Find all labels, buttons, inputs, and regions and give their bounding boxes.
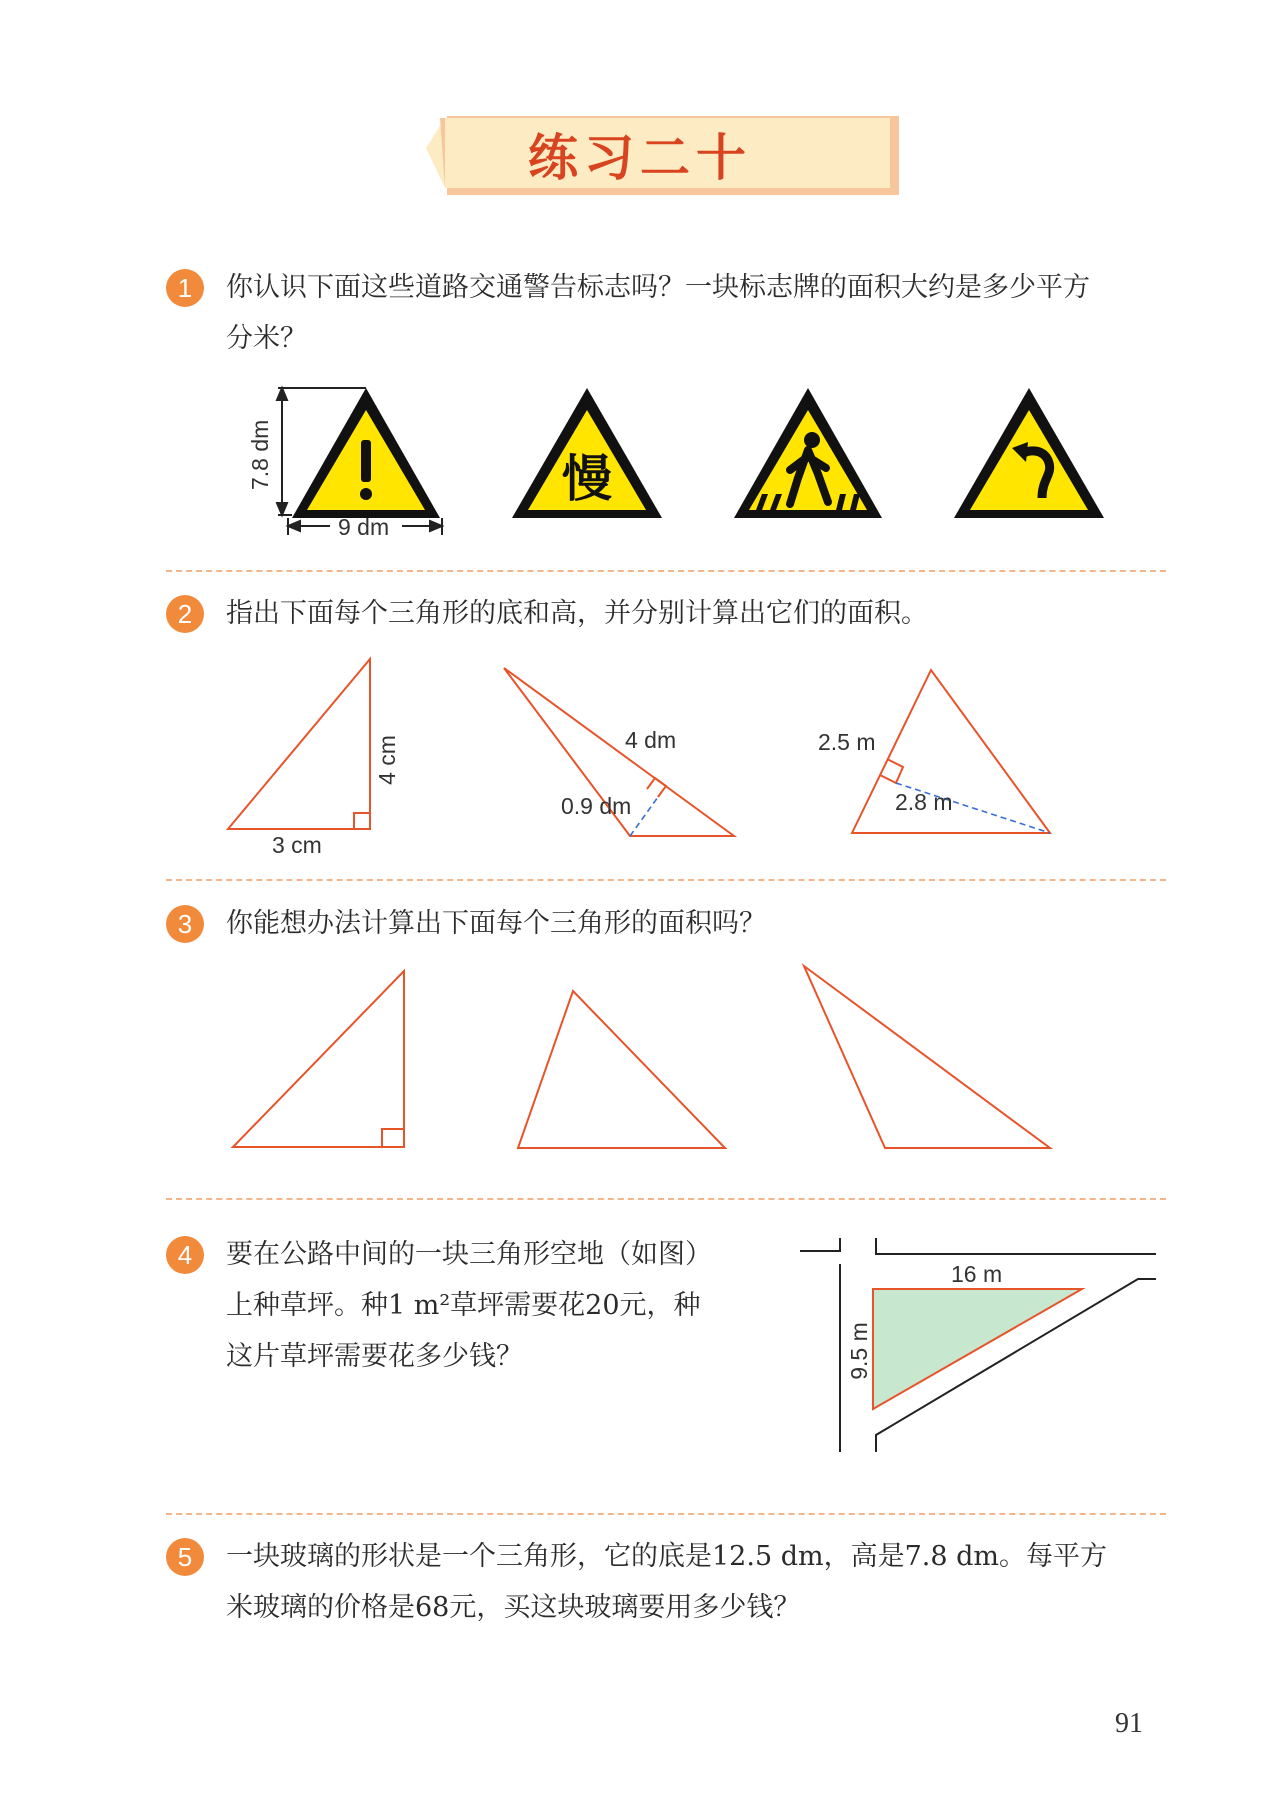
divider-4 bbox=[166, 1513, 1166, 1515]
slow-char: 慢 bbox=[562, 450, 612, 508]
triangle-2a-height-label: 4 cm bbox=[374, 735, 400, 785]
exercise-1-text-line1: 你认识下面这些道路交通警告标志吗？一块标志牌的面积大约是多少平方 bbox=[226, 272, 1090, 303]
warning-sign-pedestrian bbox=[734, 388, 882, 518]
road-base-label: 16 m bbox=[951, 1261, 1003, 1287]
page-title: 练习二十 bbox=[528, 128, 752, 187]
exercise-number-2: 2 bbox=[166, 595, 204, 633]
exercise-4-text-line2: 上种草坪。种1 m²草坪需要花20元，种 bbox=[226, 1290, 701, 1321]
triangle-2a bbox=[228, 659, 370, 829]
sign-height-label: 7.8 dm bbox=[247, 419, 273, 490]
triangle-2b-height-label: 0.9 dm bbox=[561, 793, 632, 819]
road-height-label: 9.5 m bbox=[846, 1322, 872, 1380]
grass-triangle bbox=[873, 1289, 1082, 1409]
warning-sign-slow bbox=[512, 388, 662, 518]
exercise-2-triangles bbox=[0, 640, 1275, 870]
divider-3 bbox=[166, 1198, 1166, 1200]
triangle-3a bbox=[233, 971, 404, 1147]
title-banner bbox=[0, 0, 1275, 230]
exercise-5-text-line2: 米玻璃的价格是68元，买这块玻璃要用多少钱？ bbox=[226, 1592, 801, 1623]
exercise-3-text: 你能想办法计算出下面每个三角形的面积吗？ bbox=[226, 908, 766, 939]
exercise-number-4: 4 bbox=[166, 1236, 204, 1274]
exercise-number-1: 1 bbox=[166, 269, 204, 307]
page-number: 91 bbox=[1115, 1708, 1143, 1739]
exercise-2-text: 指出下面每个三角形的底和高，并分别计算出它们的面积。 bbox=[226, 598, 928, 629]
triangle-2a-base-label: 3 cm bbox=[272, 832, 322, 858]
exercise-5-text-line1: 一块玻璃的形状是一个三角形，它的底是12.5 dm，高是7.8 dm。每平方 bbox=[226, 1541, 1107, 1572]
divider-1 bbox=[166, 570, 1166, 572]
triangle-3c bbox=[804, 966, 1050, 1148]
exercise-4-text-line3: 这片草坪需要花多少钱？ bbox=[226, 1341, 523, 1372]
triangle-3b bbox=[518, 991, 725, 1148]
exercise-3-triangles bbox=[0, 950, 1275, 1160]
triangle-2c-height-label: 2.8 m bbox=[895, 789, 953, 815]
exercise-number-3: 3 bbox=[166, 905, 204, 943]
exercise-1-text-line2: 分米？ bbox=[226, 323, 307, 354]
warning-sign-exclamation bbox=[292, 388, 440, 518]
road-diagram bbox=[780, 1220, 1180, 1460]
triangle-2b-base-label: 4 dm bbox=[625, 727, 677, 753]
divider-2 bbox=[166, 879, 1166, 881]
exercise-number-5: 5 bbox=[166, 1538, 204, 1576]
triangle-2c-base-label: 2.5 m bbox=[818, 729, 876, 755]
sign-base-label: 9 dm bbox=[338, 514, 390, 540]
warning-sign-curve bbox=[954, 388, 1104, 518]
exercise-4-text-line1: 要在公路中间的一块三角形空地（如图） bbox=[226, 1239, 712, 1270]
